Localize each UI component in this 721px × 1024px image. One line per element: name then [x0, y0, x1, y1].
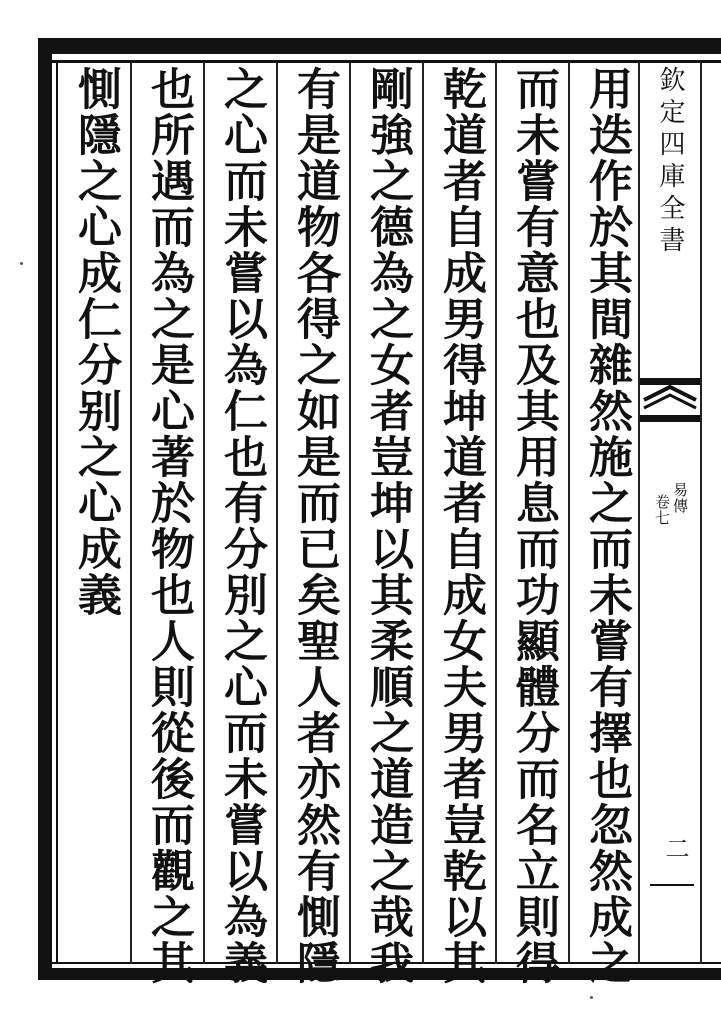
frame-left-border: [38, 38, 52, 980]
text-column-7: [137, 66, 199, 986]
volume-number: 卷七: [653, 494, 671, 526]
text-column-4: [356, 66, 418, 986]
column-text: 之心而未嘗以為仁也有分別之心而未嘗以為義: [216, 66, 267, 986]
page-margin-strip: [640, 62, 700, 964]
text-column-6: [210, 66, 272, 986]
text-column-3: [429, 66, 491, 986]
column-text: 有是道物各得之如是而已矣聖人者亦然有惻隱: [289, 66, 340, 986]
frame-top-border: [38, 38, 721, 54]
frame-left-inner-line: [56, 60, 58, 964]
column-rule: [130, 62, 132, 964]
column-text: 乾道者自成男得坤道者自成女夫男者豈乾以其: [435, 66, 486, 986]
column-text: 惻隱之心成仁分别之心成義: [70, 66, 121, 618]
fishtail-ornament-icon: [640, 378, 700, 422]
column-text: 剛強之德為之女者豈坤以其柔順之道造之哉我: [362, 66, 413, 986]
frame-top-inner-line: [38, 60, 721, 63]
column-rule: [349, 62, 351, 964]
column-rule: [203, 62, 205, 964]
text-column-5: [283, 66, 345, 986]
text-column-1: [575, 66, 637, 986]
column-rule: [568, 62, 570, 964]
right-edge-rule: [700, 62, 702, 964]
scan-speck: [20, 262, 23, 265]
column-text: 用迭作於其間雜然施之而未嘗有擇也忽然成之: [581, 66, 632, 986]
scan-speck: [590, 996, 593, 999]
page-number: 二: [661, 836, 689, 860]
page-number-rule: [650, 884, 694, 886]
column-rule: [422, 62, 424, 964]
column-text: 也所遇而為之是心著於物也人則從後而觀之其: [143, 66, 194, 986]
collection-title: 欽定四庫全書: [655, 66, 685, 258]
text-column-8: [64, 66, 126, 961]
column-rule: [276, 62, 278, 964]
text-column-2: [502, 66, 564, 986]
column-rule: [495, 62, 497, 964]
book-title: 易傳: [671, 482, 689, 514]
column-text: 而未嘗有意也及其用息而功顯體分而名立則得: [508, 66, 559, 986]
